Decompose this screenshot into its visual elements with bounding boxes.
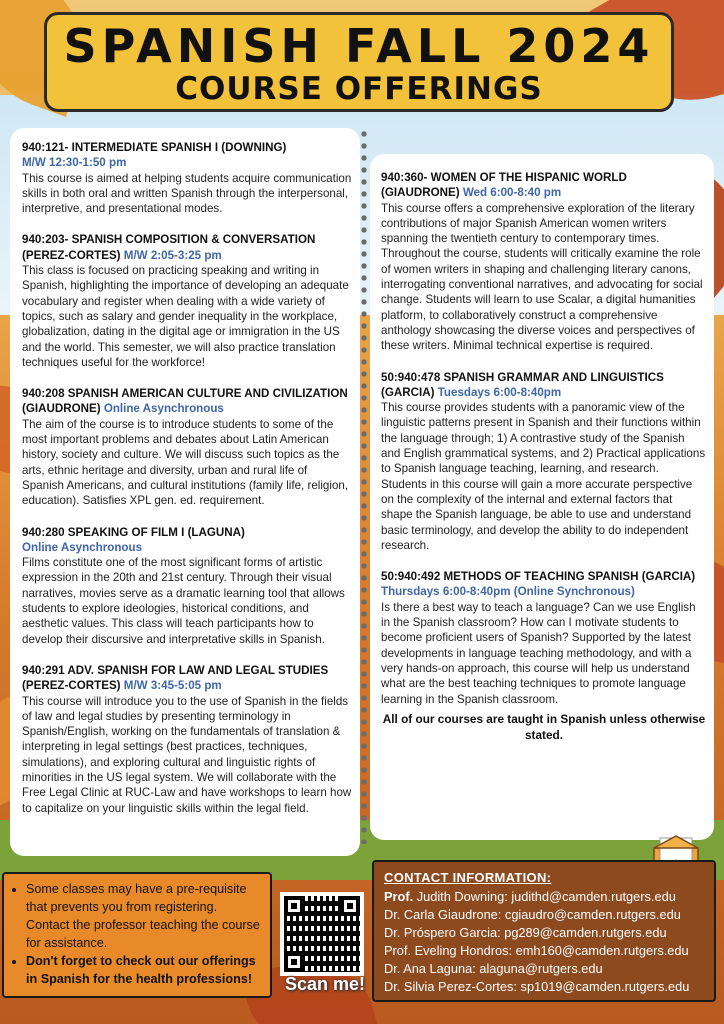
course-title: 940:280 SPEAKING OF FILM I (LAGUNA) xyxy=(22,525,245,539)
course-entry xyxy=(381,569,707,707)
course-time: Online Asynchronous xyxy=(103,402,224,416)
requirement-item: • Don't forget to check out our offerings in Spanish for the health professions! xyxy=(26,952,262,988)
contact-email[interactable]: alaguna@rutgers.edu xyxy=(475,961,603,976)
contact-box xyxy=(372,860,716,1002)
page-title: SPANISH FALL 2024 xyxy=(63,19,655,73)
qr-finder xyxy=(284,896,304,916)
contact-line xyxy=(384,978,704,996)
requirements-list xyxy=(22,880,262,988)
course-time: Online Asynchronous xyxy=(22,540,143,554)
contact-line xyxy=(384,924,704,942)
header-banner xyxy=(44,12,674,112)
contact-email[interactable]: cgiaudro@camden.rutgers.edu xyxy=(501,907,681,922)
course-title: 940:208 SPANISH AMERICAN CULTURE AND CIVILIZATION (GIAUDRONE) xyxy=(22,387,348,416)
course-entry xyxy=(381,370,707,554)
contact-name: Dr. Carla Giaudrone: xyxy=(384,907,502,922)
course-time: Thursdays 6:00-8:40pm (Online Synchronous) xyxy=(381,585,635,599)
contact-line xyxy=(384,906,704,924)
course-description: Films constitute one of the most significant forms of artistic expression in the 20th and 21st century. Through their visual narratives, movies serve as a dramatic learning tool that allows students to explore ideologies, historical conditions, and aesthetic values. This class will teach participants how to develop their discursive and interpretative skills in Spanish. xyxy=(22,556,345,646)
contact-name: Prof. Eveling Hondros: xyxy=(384,943,513,958)
contact-name: Dr. Silvia Perez-Cortes: xyxy=(384,979,517,994)
course-time: M/W 3:45-5:05 pm xyxy=(123,679,222,693)
course-time: M/W 12:30-1:50 pm xyxy=(22,156,127,170)
qr-code[interactable] xyxy=(280,892,364,976)
qr-finder xyxy=(284,952,304,972)
course-entry xyxy=(381,170,707,354)
course-description: Is there a best way to teach a language? Can we use English in the Spanish classroom? How can I motivate students to become proficient users of Spanish? Supported by the latest developments in language teaching methodology, and with a very hands-on approach, this course will help us understand what are the best teaching techniques to promote language learning in the Spanish classroom. xyxy=(381,600,696,706)
course-title: 50:940:492 METHODS OF TEACHING SPANISH (GARCIA) xyxy=(381,570,696,584)
language-note: All of our courses are taught in Spanish unless otherwise stated. xyxy=(382,711,706,742)
course-description: This course offers a comprehensive exploration of the literary contributions of major Spanish American women writers spanning the twentieth century to contemporary times. Throughout the course, students will critically examine the role of women writers in shaping and challenging literary canons, interrogating conventional narratives, and advocating for social change. Students will learn to use Scalar, a digital humanities platform, to collaboratively construct a comprehensive anthology showcasing the diverse voices and perspectives of these writers. Minimal technical expertise is required. xyxy=(381,201,703,353)
course-entry xyxy=(22,663,352,816)
dotted-divider xyxy=(361,128,367,844)
course-title: 940:360- WOMEN OF THE HISPANIC WORLD (GIAUDRONE) xyxy=(381,171,627,200)
course-description: This class is focused on practicing speaking and writing in Spanish, highlighting the importance of developing an adequate vocabulary and register when dealing with a wide variety of topics, such as salary and gender inequality in the workplace, globalization, dating in the digital age or immigration in the US and the world. This semester, we will also practice translation techniques useful for the workforce! xyxy=(22,264,349,369)
requirements-box xyxy=(2,872,272,998)
contact-email[interactable]: sp1019@camden.rutgers.edu xyxy=(516,979,690,994)
course-description: This course provides students with a panoramic view of the linguistic patterns present in Spanish and their functions within the language through; 1) A contrastive study of the Spanish and English grammatical systems, and 2) Practical applications to Spanish language teaching, learning, and research. Students in this course will gain a more accurate perspective on the complexity of the internal and external factors that shape the Spanish language, be able to use and understand basic terminology, and develop the ability to do independent research. xyxy=(381,401,706,552)
course-entry xyxy=(22,232,352,370)
course-time: Tuesdays 6:00-8:40pm xyxy=(437,385,562,399)
contact-heading: CONTACT INFORMATION: xyxy=(384,870,552,885)
contact-email[interactable]: pg289@camden.rutgers.edu xyxy=(500,925,667,940)
left-course-list xyxy=(22,140,352,832)
qr-finder xyxy=(340,896,360,916)
requirement-item: • Some classes may have a pre-requisite that prevents you from registering. Contact the professor teaching the course for assistance. xyxy=(26,880,262,952)
course-description: This course will introduce you to the use of Spanish in the fields of law and legal studies by presenting terminology in Spanish/English, working on the fundamentals of translation & interpreting in legal settings (best practices, techniques, simulations), and exploring cultural and linguistic rights of minorities in the US legal system. We will collaborate with the Free Legal Clinic at RUC-Law and have workshops to learn how to capitalize on your linguistic skills within the legal field. xyxy=(22,694,352,815)
course-description: This course is aimed at helping students acquire communication skills in both oral and written Spanish through the interpersonal, interpretive, and presentational modes. xyxy=(22,171,352,216)
course-time: Wed 6:00-8:40 pm xyxy=(462,186,562,200)
contact-name: Dr. Ana Laguna: xyxy=(384,961,476,976)
course-title: 940:203- SPANISH COMPOSITION & CONVERSATION (PEREZ-CORTES) xyxy=(22,233,316,262)
course-title: 940:291 ADV. SPANISH FOR LAW AND LEGAL STUDIES (PEREZ-CORTES) xyxy=(22,663,329,693)
course-entry xyxy=(22,525,352,647)
course-time: M/W 2:05-3:25 pm xyxy=(123,248,222,262)
contact-name: Dr. Próspero Garcia: xyxy=(384,925,501,940)
contact-line xyxy=(384,888,704,906)
contact-line xyxy=(384,942,704,960)
page-subtitle: COURSE OFFERINGS xyxy=(175,71,543,107)
contact-email[interactable]: emh160@camden.rutgers.edu xyxy=(512,943,689,958)
course-description: The aim of the course is to introduce students to some of the most important problems and debates about Latin American history, society and culture. We will discuss such topics as the arts, ethnic heritage and diversity, urban and rural life of Spanish Americans, and cultural institutions (family life, religion, education). Satisfies XPL gen. ed. requirement. xyxy=(22,417,349,508)
course-entry xyxy=(22,140,352,216)
contact-email[interactable]: Judith Downing: judithd@camden.rutgers.edu xyxy=(413,889,676,904)
contact-line xyxy=(384,960,704,978)
course-title: 940:121- INTERMEDIATE SPANISH I (DOWNING) xyxy=(22,141,287,154)
qr-code-pattern xyxy=(284,896,360,972)
course-title: 50:940:478 SPANISH GRAMMAR AND LINGUISTICS (GARCIA) xyxy=(381,370,664,399)
contact-name: Prof. xyxy=(384,889,414,904)
scan-me-label: Scan me! xyxy=(284,974,366,994)
course-entry xyxy=(22,386,352,508)
right-course-list xyxy=(381,170,707,743)
